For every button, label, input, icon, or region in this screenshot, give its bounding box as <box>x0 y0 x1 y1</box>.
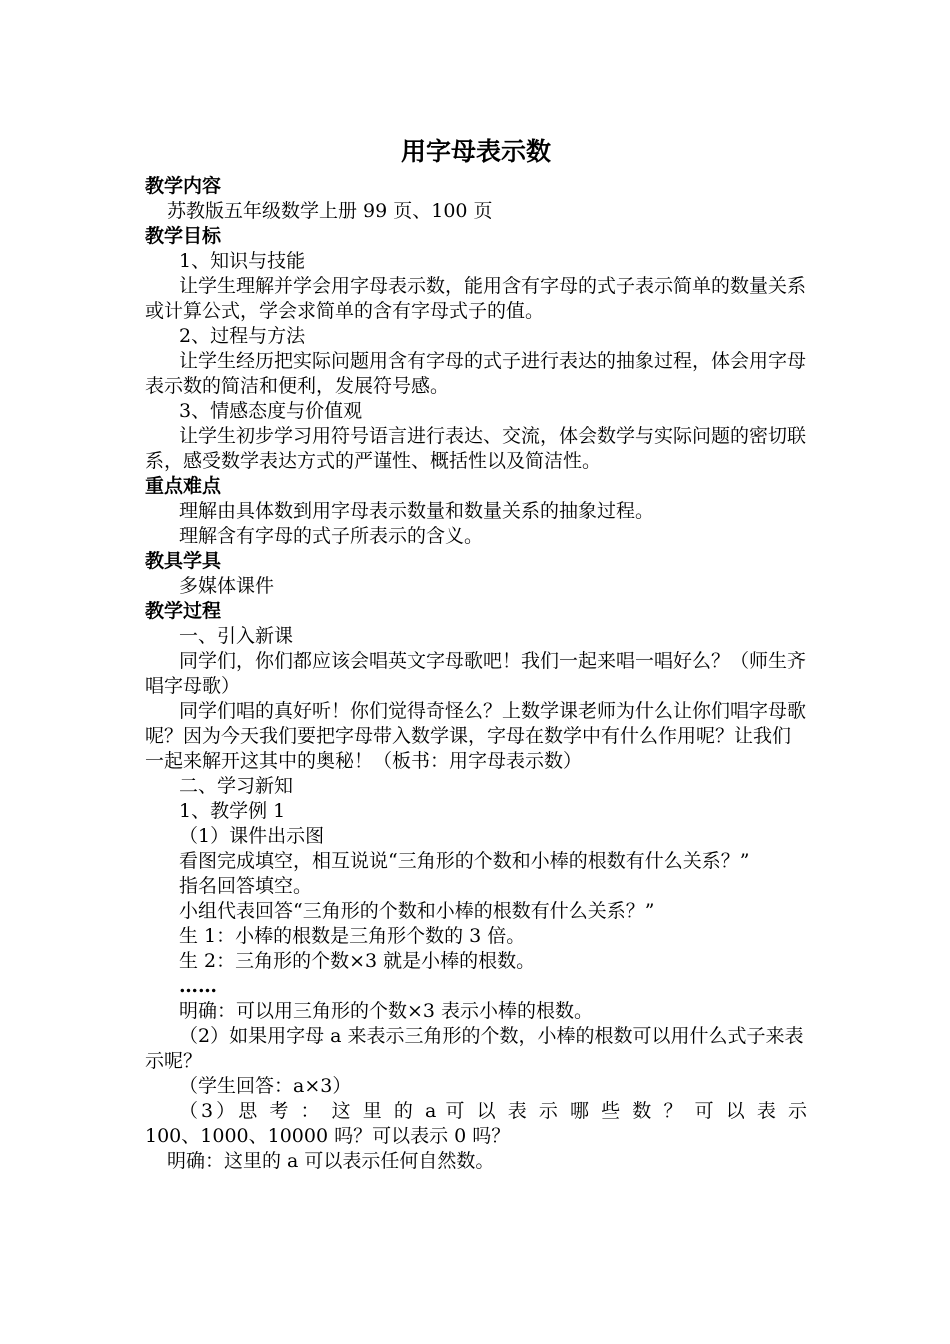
goal3-text: 让学生初步学习用符号语言进行表达、交流，体会数学与实际问题的密切联系，感受数学表达方式的严谨性、概括性以及简洁性。 <box>145 425 807 472</box>
document-title: 用字母表示数 <box>400 137 551 166</box>
process-heading: 教学过程 <box>145 600 222 622</box>
student-answer-2: 生 2：三角形的个数×3 就是小棒的根数。 <box>179 950 536 972</box>
goal3-title: 3、情感态度与价值观 <box>179 400 363 422</box>
goal1-title: 1、知识与技能 <box>179 250 306 272</box>
step1-paragraph-2: 同学们唱的真好听！你们觉得奇怪么？上数学课老师为什么让你们唱字母歌呢？因为今天我们要把字母带入数学课，字母在数学中有什么作用呢？让我们一起来解开这其中的奥秘！（板书：用字母表示数） <box>145 700 807 772</box>
sub2-answer: （学生回答：a×3） <box>179 1075 352 1097</box>
sub1-paragraph-2: 指名回答填空。 <box>179 875 313 897</box>
example1-title: 1、教学例 1 <box>179 800 286 822</box>
goals-heading: 教学目标 <box>145 225 222 247</box>
tools-heading: 教具学具 <box>145 550 222 572</box>
step1-title: 一、引入新课 <box>179 625 294 647</box>
keypoint-1: 理解由具体数到用字母表示数量和数量关系的抽象过程。 <box>179 500 655 522</box>
keypoints-heading: 重点难点 <box>145 475 222 497</box>
keypoint-2: 理解含有字母的式子所表示的含义。 <box>179 525 484 547</box>
goal2-text: 让学生经历把实际问题用含有字母的式子进行表达的抽象过程，体会用字母表示数的简洁和便利，发展符号感。 <box>145 350 807 397</box>
step2-title: 二、学习新知 <box>179 775 294 797</box>
content-heading: 教学内容 <box>145 175 222 197</box>
content-text: 苏教版五年级数学上册 99 页、100 页 <box>167 200 493 222</box>
tools-text: 多媒体课件 <box>179 575 275 597</box>
goal1-text: 让学生理解并学会用字母表示数，能用含有字母的式子表示简单的数量关系或计算公式，学会求简单的含有字母式子的值。 <box>145 275 807 322</box>
ellipsis: …… <box>179 975 217 997</box>
clarification-2: 明确：这里的 a 可以表示任何自然数。 <box>167 1150 495 1172</box>
sub3-line-1: （3）思 考 ： 这 里 的 a 可 以 表 示 哪 些 数 ？ 可 以 表 示 <box>179 1100 807 1122</box>
goal2-title: 2、过程与方法 <box>179 325 306 347</box>
sub1-title: （1）课件出示图 <box>179 825 325 847</box>
clarification-1: 明确：可以用三角形的个数×3 表示小棒的根数。 <box>179 1000 594 1022</box>
sub1-paragraph-3: 小组代表回答“三角形的个数和小棒的根数有什么关系？” <box>179 900 655 922</box>
sub1-paragraph-1: 看图完成填空，相互说说“三角形的个数和小棒的根数有什么关系？” <box>179 850 750 872</box>
sub3-line-2: 100、1000、10000 吗？可以表示 0 吗？ <box>145 1125 511 1147</box>
sub2-question: （2）如果用字母 a 来表示三角形的个数，小棒的根数可以用什么式子来表示呢？ <box>145 1025 804 1072</box>
document-page <box>145 130 807 1174</box>
step1-paragraph-1: 同学们，你们都应该会唱英文字母歌吧！我们一起来唱一唱好么？（师生齐唱字母歌） <box>145 650 807 697</box>
student-answer-1: 生 1：小棒的根数是三角形个数的 3 倍。 <box>179 925 526 947</box>
